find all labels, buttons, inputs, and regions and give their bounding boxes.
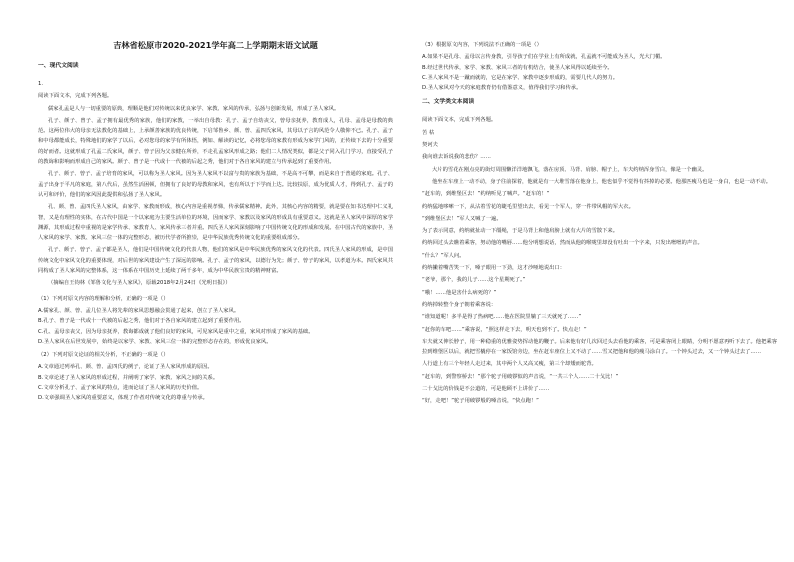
passage-paragraph: 孔、颜、曾、孟四氏圣人家风，由家学、家教而形成，核心内容是重视孝悌，传承儒家精神。此外，其核心内容的精要，就是要在知书达理中仁义礼智，又是有理性的实体，在古代中国是一个以家庭为主要生活单位的环境，因而家学、家教以及家风的形成具有重要意义。这就是圣人家风中深厚的家学渊源，其形成过程中重视的是家学传承、家教育人、家风传承三者并重。四氏圣人家风深刻影响了中国传统文化的形成和发展。在中国古代的家族中，圣人家风的家学、家教、家风三位一体的完整形态，被历代学者所推崇，是中华民族优秀传统文化的重要组成部分。 [38,204,393,242]
story-paragraph: “赶你的车吧……”乘客说，“照这样走下去，明天也到不了。快点走！” [422,326,587,333]
story-paragraph: 约纳撇着嘴苦笑一下，嗓子眼用一下劲，这才沙哑地说出口： [422,265,566,272]
story-paragraph: 他坐在车座上一动不动，身子往前探着，他就是有一大堆雪落在他身上，他也似乎不觉得有抖掉的必要。他那匹瘦马也是一身白，也是一动不动。 [432,178,772,185]
story-paragraph: “赶车的，到警察桥去！”那个驼子用破锣似的声音说，“一共三个人……二十戈比！” [422,373,619,380]
part-number: 1. [38,81,44,87]
question-2-option-a: A.文章通过列举孔、颜、曾、孟四氏的例子，论证了圣人家风形成的原因。 [38,364,213,371]
question-3-option-b: B.经过世代传承，家学、家教、家风三者的有机结合，使圣人家风得以延续至今。 [422,64,613,71]
story-paragraph: “什么？”军人问。 [422,252,465,259]
story-paragraph: 车夫就又伸长脖子，用一种稳重的优雅姿势挥动他的鞭子。后来他有好几次回过头去看他的乘客，可是乘客闭上眼睛，分明不愿意再听下去了。他把乘客拉到维堡区以后，就把雪橇停在一家饭馆旁边，坐在赶车座位上又不动了……雪又把他和他的瘦马涂白了。一个钟头过去，又一个钟头过去了…… [422,338,777,356]
story-title: 苦 枯 [422,129,435,136]
passage-paragraph: 孔子、颜子、曾子、孟子都是圣人，他们是中国传统文化的代表人物，他们的家风是中华民族优秀的家风文化的代表。四氏圣人家风的形成，是中国传统文化中家风文化的重要体现，对后世的家风建设产生了深远的影响。孔子、孟子的家风，以德行为先；颜子、曾子的家风，以孝道为本。四氏家风共同构成了圣人家风的完整体系，这一体系在中国历史上延续了两千多年，成为中华民族宝贵的精神财富。 [38,247,393,275]
right-column [422,40,777,409]
story-paragraph: “哦！……他是害什么病死的？” [422,289,497,296]
story-paragraph: 大片的雪花在刚点亮的街灯周围懒洋洋地飘飞，落在房顶、马背、肩膀、帽子上，车夫约纳浑身雪白，像是一个幽灵。 [432,166,708,173]
question-1-option-b: B.孔子、曾子是一代或十一代被的后起之秀，他们对于各自家风的建立起到了重要作用。 [38,318,245,325]
passage-paragraph: 儒家孔孟是人与一切重要的原典，理顺是他们对传统以来优良家学、家教、家风的传承，弘扬与创新发展，形成了圣人家风。 [48,105,340,112]
question-1-option-d: D.圣人家风在后世发展中，始终是以家学、家教、家风三位一体的完整形态存在的，形成优良家风。 [38,338,272,345]
citation: （摘编自王钧林《邹鲁文化与圣人家风》，原载2018年2月24日《光明日报》） [48,280,231,287]
question-2-stem: （2）下列对原文论证的相关分析，不正确的一项是（） [38,352,169,359]
section-heading-modern-reading: 一、现代文阅读 [38,63,79,69]
left-column [38,40,393,404]
story-author: 契诃夫 [422,142,438,149]
passage-paragraph: 孔子、颜子、曾子、孟子培育的家风，可以称为圣人家风。因为圣人家风不以富与贵的家族为基础，不是高不可攀，而是来自于普通的家庭。孔子、孟子出身于平凡的家庭，第八代后，虽然生活困顿，但拥有了良好的母教和家风，也有所以于下学而上达。比较扶原，成为优质人才，得到孔子、孟子的认可和评价，他们的家风因此提供和弘扬了圣人家风。 [38,171,393,198]
story-paragraph: 二十戈比的价钱是不公道的，可是他顾不上讲价了…… [422,386,550,393]
section-heading-literary-reading: 二、文学类文本阅读 [422,99,475,106]
reading-instruction: 阅读下面文本，完成下列各题。 [422,117,497,124]
story-paragraph: “好，走吧！”驼子用破锣般的嗓音说，“快点跑！” [422,398,539,405]
question-3-option-a: A.如果不是孔母、孟母以言传身教，引导孩子们在学业上有所成就，孔孟就不可能成为圣人，光大门楣。 [422,54,666,61]
question-2-option-b: B.文章论述了圣人家风的形成过程，并阐明了家学、家教、家风之间的关系。 [38,374,219,381]
story-paragraph: “谁知道呢！多半是得了热病吧……他在医院里躺了三天就死了……” [422,314,582,321]
question-1-stem: （1）下列对原文内容的理解和分析，正确的一项是（） [38,295,169,302]
story-paragraph: “到维堡区去！”军人又喊了一遍。 [422,215,502,222]
question-1-option-a: A.儒家孔、颜、曾、孟几位圣人将先辈的家风思想融会贯通了起来，创立了圣人家风。 [38,307,240,314]
question-3-option-d: D.圣人家风对今天的家庭教育仍有借鉴意义，值得我们学习和传承。 [422,85,582,92]
exam-title: 吉林省松原市2020-2021学年高二上学期期末语文试题 [113,40,318,50]
passage-paragraph: 孔子、颜子、曾子、孟子拥有最优秀的家族，他们的家教，一举出自母教：孔子、孟子自幼丧父，曾母亲抚养，教育成人，孔母、孟母是母教的典范。这两位伟大的母亲无法教化的基础上，上承颜善家族的优良传统，下启邹鲁乡、颜、曾、孟四氏家风，其母以子言的风范令人敬仰不已。孔子、孟子和中母都能成长，特殊地们的家学了以后，必对您母的家学有所体悟，例如、解读的记忆，必将您母的家教有形成为家学门风的，正传续下去的十分重要的好而者。这就形成了孔孟二氏家风，颜子、曾子因为父亲健在所养，不走孔孟家风形成之路；他们二人情况类似，都是父子同入孔门学习，直接受孔子的教诲和影响而形成自己的家风。颜子、曾子是一代或十一代被的后起之秀，他们对于各自家风的建立与传承起到了重要作用。 [38,117,393,166]
question-1-option-c: C.孔、孟母亲丧父，因为母亲抚养，教诲都成就了他们良好的家风，可见家风是重中之重，家风对形成了家风的基础。 [38,328,314,335]
story-paragraph: “老爷，那个，我的儿子……这个星期死了。” [422,277,526,284]
story-paragraph: 我向谁去诉说我的悲伤？…… [422,154,491,161]
story-paragraph: 人行道上有三个年轻人走过来，其中两个人又高又瘦，第三个却矮而驼背。 [422,361,597,368]
story-paragraph: “赶车的，到维堡区去！”约纳听见了喊声。“赶车的！” [422,191,550,198]
story-paragraph: 约纳回过头去瞧着乘客，努动他的嘴唇……他分明想说话，然而从他的喉咙里却没有吐出一个字来，只发出咝咝的声音。 [422,240,703,247]
question-2-option-d: D.文章强调圣人家风的重要意义，体现了作者对传统文化的尊重与传承。 [38,395,208,402]
story-paragraph: 为了表示同意，约纳就扯动一下缰绳，于是马背上和他肩膀上就有大片的雪散下来。 [422,228,618,235]
question-3-stem: （3）根据原文内容，下列说法不正确的一项是（） [422,42,542,48]
story-paragraph: 约纳猛地哆嗦一下，从沾着雪花的睫毛里望出去，看见一个军人，穿一件带风帽的军大衣。 [422,203,634,210]
question-2-option-c: C.文章分析孔子、孟子家风的特点，进而论证了圣人家风的历史价值。 [38,385,203,392]
reading-instruction: 阅读下面文本，完成下列各题。 [38,93,113,100]
question-3-option-c: C.圣人家风不是一蹴而就的，它是在家学、家教中逐步形成的，需要几代人的努力。 [422,74,619,81]
story-paragraph: 约纳掉转整个身子朝着乘客说： [422,301,497,308]
